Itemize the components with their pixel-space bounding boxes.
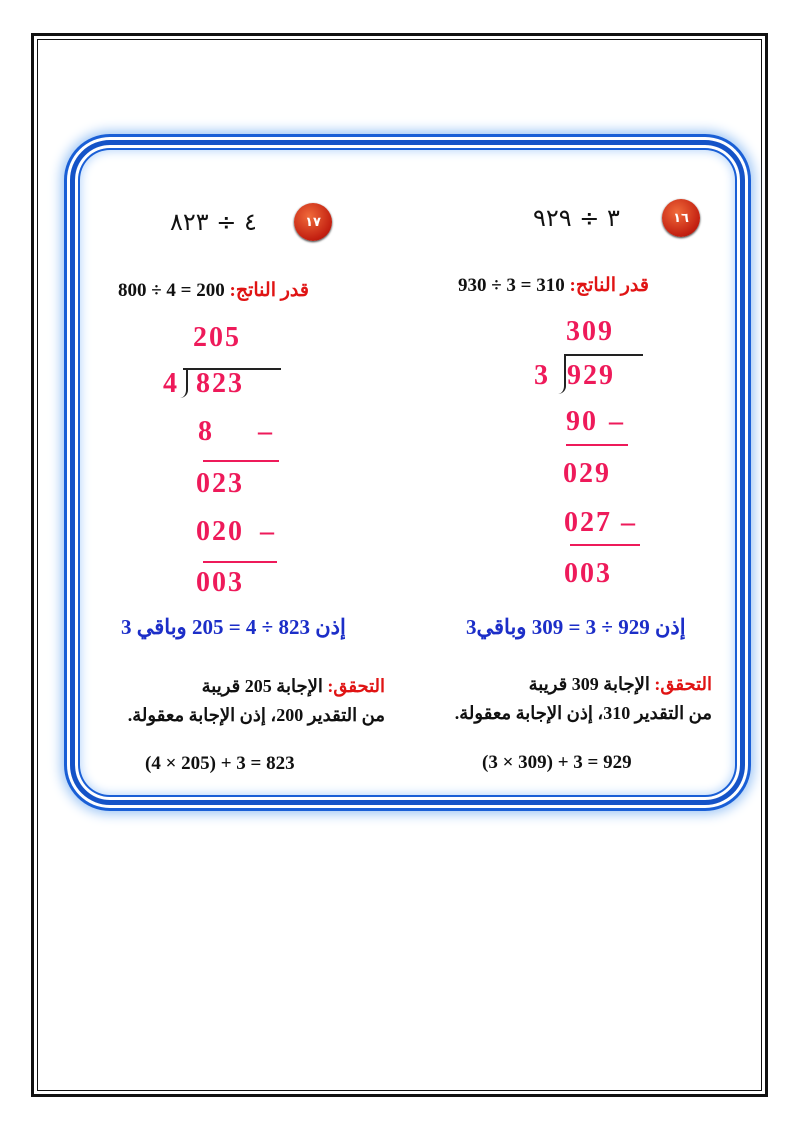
subtraction-line <box>570 544 640 546</box>
problem-number-badge <box>294 203 332 241</box>
check-line-1 <box>85 672 385 701</box>
badge-label: ١٦ <box>673 210 689 226</box>
quotient: 309 <box>566 316 614 347</box>
remainder: 003 <box>196 567 244 598</box>
division-bracket <box>180 368 188 398</box>
badge-label: ١٧ <box>305 214 321 230</box>
difference-1: 029 <box>563 458 611 489</box>
subtraction-line <box>203 561 277 563</box>
dividend: 929 <box>567 360 615 391</box>
check-text: الإجابة 309 قريبة <box>528 674 650 694</box>
subtract-step-1: 8 <box>198 416 214 447</box>
estimate-label: قدر الناتج: <box>229 280 309 301</box>
problem-statement: ٣ ÷ ٩٢٩ <box>533 204 620 232</box>
verification-equation: (4 × 205) + 3 = 823 <box>145 753 295 774</box>
problem-number-badge <box>662 199 700 237</box>
divisor: 4 <box>163 368 179 399</box>
check-line-2: من التقدير 310، إذن الإجابة معقولة. <box>454 703 712 723</box>
subtract-step-2: 027 <box>564 507 612 538</box>
difference-1: 023 <box>196 468 244 499</box>
estimate-line <box>118 279 309 302</box>
quotient: 205 <box>193 322 241 353</box>
subtraction-line <box>566 444 628 446</box>
verification-equation: (3 × 309) + 3 = 929 <box>482 752 632 773</box>
estimate-expression: 800 ÷ 4 = 200 <box>118 280 225 301</box>
problem-statement: ٤ ÷ ٨٢٣ <box>170 208 257 236</box>
subtract-step-2: 020 <box>196 516 244 547</box>
minus-sign: – <box>609 406 625 437</box>
check-line-1 <box>412 670 712 699</box>
subtraction-line <box>203 460 279 462</box>
check-label: التحقق: <box>654 674 712 694</box>
result-sentence: إذن 929 ÷ 3 = 309 وباقي3 <box>466 615 686 639</box>
minus-sign: – <box>260 516 276 547</box>
check-block <box>85 672 385 730</box>
estimate-label: قدر الناتج: <box>569 275 649 296</box>
subtract-step-1: 90 <box>566 406 598 437</box>
minus-sign: – <box>621 507 637 538</box>
divisor: 3 <box>534 360 550 391</box>
check-text: الإجابة 205 قريبة <box>201 676 323 696</box>
estimate-line <box>458 274 649 297</box>
division-bracket <box>558 354 566 394</box>
result-sentence: إذن 823 ÷ 4 = 205 وباقي 3 <box>121 615 346 639</box>
remainder: 003 <box>564 558 612 589</box>
division-bar <box>565 354 643 356</box>
check-line-2: من التقدير 200، إذن الإجابة معقولة. <box>127 705 385 725</box>
dividend: 823 <box>196 368 244 399</box>
minus-sign: – <box>258 416 274 447</box>
check-block <box>412 670 712 728</box>
check-label: التحقق: <box>327 676 385 696</box>
estimate-expression: 930 ÷ 3 = 310 <box>458 275 565 296</box>
